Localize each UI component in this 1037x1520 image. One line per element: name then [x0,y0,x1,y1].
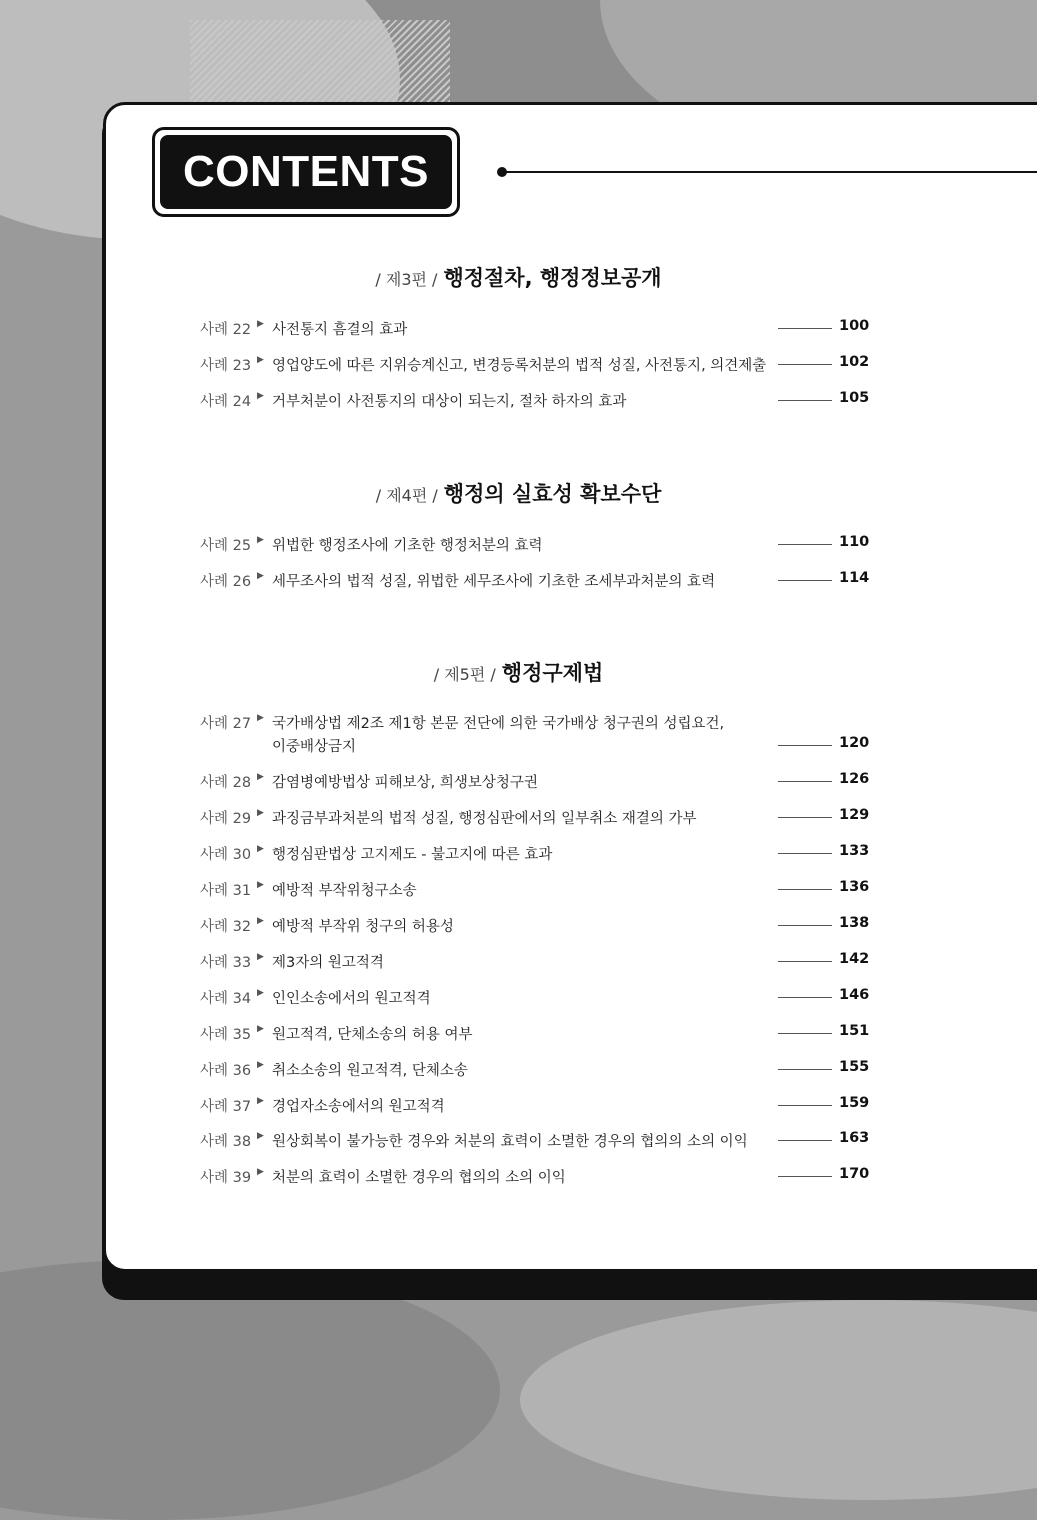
triangle-right-icon: ▶ [257,1060,264,1070]
leader-line [778,580,832,581]
toc-entry[interactable] [200,1095,870,1119]
toc-entry[interactable] [200,712,870,760]
triangle-right-icon: ▶ [257,535,264,545]
toc-entry[interactable] [200,1130,870,1154]
case-number: 사례 22 [200,322,252,338]
case-number: 사례 24 [200,394,252,410]
triangle-right-icon: ▶ [257,952,264,962]
triangle-right-icon: ▶ [257,571,264,581]
entry-title-continued: 이중배상금지 [272,739,357,755]
triangle-right-icon: ▶ [257,713,264,723]
case-number: 사례 31 [200,883,252,899]
triangle-right-icon: ▶ [257,1024,264,1034]
page-number: 129 [839,807,870,823]
triangle-right-icon: ▶ [257,355,264,365]
page-number: 114 [839,570,870,586]
entry-title: 행정심판법상 고지제도 - 불고지에 따른 효과 [272,847,553,863]
triangle-right-icon: ▶ [257,880,264,890]
leader-line [778,781,832,782]
entry-title: 예방적 부작위청구소송 [272,883,417,899]
case-number: 사례 34 [200,991,252,1007]
entry-title: 거부처분이 사전통지의 대상이 되는지, 절차 하자의 효과 [272,394,627,410]
part-heading [0,657,1037,687]
leader-line [778,1176,832,1177]
case-number: 사례 29 [200,811,252,827]
entry-title: 제3자의 원고적격 [272,955,384,971]
part-number: / 제5편 / [433,665,496,684]
entry-title: 처분의 효력이 소멸한 경우의 협의의 소의 이익 [272,1170,566,1186]
part-number: / 제3편 / [375,270,438,289]
leader-line [778,544,832,545]
triangle-right-icon: ▶ [257,772,264,782]
entry-title: 위법한 행정조사에 기초한 행정처분의 효력 [272,538,543,554]
leader-line [778,1033,832,1034]
page-number: 159 [839,1095,870,1111]
page-number: 120 [839,735,870,751]
toc-entry[interactable] [200,915,870,939]
case-number: 사례 32 [200,919,252,935]
page-number: 170 [839,1166,870,1182]
toc-entry[interactable] [200,879,870,903]
leader-line [778,745,832,746]
page-number: 105 [839,390,870,406]
toc-entry[interactable] [200,390,870,414]
triangle-right-icon: ▶ [257,319,264,329]
entry-title: 영업양도에 따른 지위승계신고, 변경등록처분의 법적 성질, 사전통지, 의견제출 [272,358,767,374]
triangle-right-icon: ▶ [257,1167,264,1177]
case-number: 사례 23 [200,358,252,374]
toc-entry[interactable] [200,771,870,795]
page-number: 133 [839,843,870,859]
entry-title: 원고적격, 단체소송의 허용 여부 [272,1027,473,1043]
entry-title: 사전통지 흠결의 효과 [272,322,408,338]
part-name: 행정절차, 행정정보공개 [443,266,662,290]
case-number: 사례 37 [200,1099,252,1115]
page-number: 142 [839,951,870,967]
page-number: 100 [839,318,870,334]
page-number: 163 [839,1130,870,1146]
part-name: 행정의 실효성 확보수단 [443,482,662,506]
part-heading [0,478,1037,508]
page-number: 136 [839,879,870,895]
toc-entry[interactable] [200,1059,870,1083]
part-name: 행정구제법 [501,661,604,685]
toc-entry[interactable] [200,570,870,594]
case-number: 사례 38 [200,1134,252,1150]
entry-title: 과징금부과처분의 법적 성질, 행정심판에서의 일부취소 재결의 가부 [272,811,697,827]
case-number: 사례 33 [200,955,252,971]
leader-line [778,328,832,329]
triangle-right-icon: ▶ [257,844,264,854]
entry-title: 원상회복이 불가능한 경우와 처분의 효력이 소멸한 경우의 협의의 소의 이익 [272,1134,748,1150]
page-number: 146 [839,987,870,1003]
leader-line [778,364,832,365]
page-number: 126 [839,771,870,787]
background-shape [520,1300,1037,1500]
page-number: 138 [839,915,870,931]
page-number: 151 [839,1023,870,1039]
case-number: 사례 30 [200,847,252,863]
part-heading [0,262,1037,292]
entry-title: 예방적 부작위 청구의 허용성 [272,919,454,935]
entry-title: 감염병예방법상 피해보상, 희생보상청구권 [272,775,538,791]
toc-entry[interactable] [200,1166,870,1190]
contents-title: CONTENTS [160,135,452,209]
case-number: 사례 36 [200,1063,252,1079]
case-number: 사례 28 [200,775,252,791]
leader-line [778,997,832,998]
case-number: 사례 25 [200,538,252,554]
leader-line [778,1105,832,1106]
leader-line [778,400,832,401]
toc-entry[interactable] [200,807,870,831]
triangle-right-icon: ▶ [257,916,264,926]
triangle-right-icon: ▶ [257,808,264,818]
case-number: 사례 26 [200,574,252,590]
leader-line [778,961,832,962]
leader-line [778,925,832,926]
toc-entry[interactable] [200,354,870,378]
entry-title: 경업자소송에서의 원고적격 [272,1099,445,1115]
toc-entry[interactable] [200,843,870,867]
toc-entry[interactable] [200,318,870,342]
leader-line [778,853,832,854]
header-rule [502,171,1037,173]
entry-title: 인인소송에서의 원고적격 [272,991,431,1007]
leader-line [778,817,832,818]
toc-entry[interactable] [200,1023,870,1047]
page-number: 155 [839,1059,870,1075]
entry-title: 국가배상법 제2조 제1항 본문 전단에 의한 국가배상 청구권의 성립요건, [272,716,725,732]
entry-title: 취소소송의 원고적격, 단체소송 [272,1063,468,1079]
case-number: 사례 27 [200,716,252,732]
contents-title-box [152,127,460,217]
case-number: 사례 39 [200,1170,252,1186]
triangle-right-icon: ▶ [257,988,264,998]
case-number: 사례 35 [200,1027,252,1043]
page-number: 102 [839,354,870,370]
leader-line [778,1140,832,1141]
toc-entry[interactable] [200,951,870,975]
page-number: 110 [839,534,870,550]
triangle-right-icon: ▶ [257,1096,264,1106]
part-number: / 제4편 / [375,486,438,505]
leader-line [778,1069,832,1070]
triangle-right-icon: ▶ [257,391,264,401]
triangle-right-icon: ▶ [257,1131,264,1141]
leader-line [778,889,832,890]
toc-entry[interactable] [200,534,870,558]
toc-entry[interactable] [200,987,870,1011]
entry-title: 세무조사의 법적 성질, 위법한 세무조사에 기초한 조세부과처분의 효력 [272,574,716,590]
